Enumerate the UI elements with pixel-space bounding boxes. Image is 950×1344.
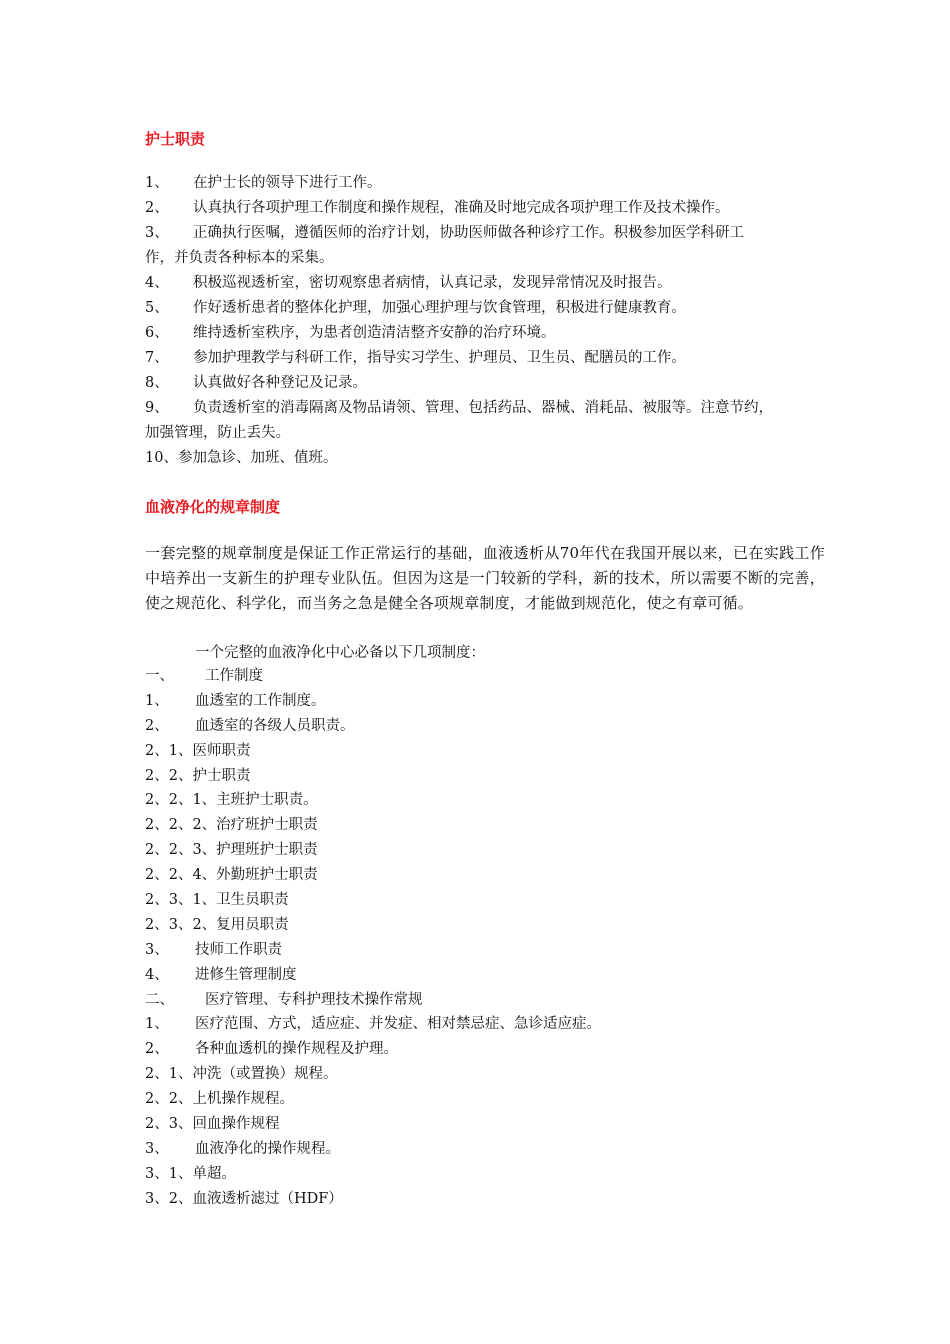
outline-text: 技师工作职责 xyxy=(195,941,282,958)
outline-text: 医疗范围、方式，适应症、并发症、相对禁忌症、急诊适应症。 xyxy=(195,1016,601,1033)
section-title-nurse-duties: 护士职责 xyxy=(145,130,206,148)
outline-text: 血透室的工作制度。 xyxy=(195,692,326,709)
item-number: 6、 xyxy=(145,325,169,341)
item-text: 积极巡视透析室，密切观察患者病情，认真记录，发现异常情况及时报告。 xyxy=(193,275,672,291)
outline-number: 3、 xyxy=(145,1140,169,1157)
list-item xyxy=(145,371,825,396)
item-number: 5、 xyxy=(145,300,169,316)
outline-text: 2、3、1、卫生员职责 xyxy=(145,892,289,909)
list-item xyxy=(145,196,825,221)
list-item xyxy=(145,346,825,371)
outline-text: 2、3、2、复用员职责 xyxy=(145,916,289,933)
item-text: 负责透析室的消毒隔离及物品请领、管理、包括药品、器械、消耗品、被服等。注意节约， xyxy=(193,400,773,416)
outline-item xyxy=(145,739,825,764)
item-text: 正确执行医嘱，遵循医师的治疗计划，协助医师做各种诊疗工作。积极参加医学科研工 xyxy=(193,225,744,241)
item-text: 在护士长的领导下进行工作。 xyxy=(193,175,382,191)
item-continuation: 加强管理，防止丢失。 xyxy=(145,425,290,441)
outline-item xyxy=(145,1162,825,1187)
item-continuation: 作，并负责各种标本的采集。 xyxy=(145,250,334,266)
item-number: 8、 xyxy=(145,375,169,391)
item-text: 作好透析患者的整体化护理，加强心理护理与饮食管理，积极进行健康教育。 xyxy=(193,300,686,316)
outline-text: 医疗管理、专科护理技术操作常规 xyxy=(205,991,423,1008)
outline-item xyxy=(145,988,825,1013)
item-number: 1、 xyxy=(145,175,169,191)
outline-item xyxy=(145,714,825,739)
outline-text: 3、1、单超。 xyxy=(145,1165,236,1182)
outline-text: 各种血透机的操作规程及护理。 xyxy=(195,1041,398,1058)
item-text: 10、参加急诊、加班、值班。 xyxy=(145,450,338,466)
outline-item xyxy=(145,1087,825,1112)
outline-text: 2、1、医师职责 xyxy=(145,742,251,759)
list-item xyxy=(145,171,825,196)
item-number: 4、 xyxy=(145,275,169,291)
outline-number: 1、 xyxy=(145,1016,169,1033)
outline-item xyxy=(145,1012,825,1037)
outline-number: 二、 xyxy=(145,991,174,1008)
outline-number: 一、 xyxy=(145,668,174,684)
outline-text: 进修生管理制度 xyxy=(195,966,297,983)
item-text: 认真执行各项护理工作制度和操作规程，准确及时地完成各项护理工作及技术操作。 xyxy=(193,200,730,216)
outline-text: 2、2、3、护理班护士职责 xyxy=(145,842,318,859)
intro-paragraph: 一套完整的规章制度是保证工作正常运行的基础，血液透析从70年代在我国开展以来，已在实践工作中培养出一支新生的护理专业队伍。但因为这是一门较新的学科，新的技术，所以需要不断的完善，使之规范化、科学化，而当务之急是健全各项规章制度，才能做到规范化，使之有章可循。 xyxy=(145,544,825,612)
item-text: 维持透析室秩序，为患者创造清洁整齐安静的治疗环境。 xyxy=(193,325,556,341)
section-title-regulations: 血液净化的规章制度 xyxy=(145,498,281,516)
outline-text: 2、3、回血操作规程 xyxy=(145,1116,280,1133)
outline-item xyxy=(145,1037,825,1062)
outline-text: 血透室的各级人员职责。 xyxy=(195,717,355,734)
outline-item xyxy=(145,863,825,888)
regulations-outline xyxy=(145,664,825,1212)
outline-item xyxy=(145,689,825,714)
list-item xyxy=(145,221,825,246)
item-number: 7、 xyxy=(145,350,169,366)
outline-number: 1、 xyxy=(145,692,169,709)
list-item xyxy=(145,446,825,471)
list-item xyxy=(145,271,825,296)
outline-item xyxy=(145,788,825,813)
outline-item xyxy=(145,963,825,988)
outline-text: 2、2、上机操作规程。 xyxy=(145,1091,294,1108)
item-number: 2、 xyxy=(145,200,169,216)
outline-text: 血液净化的操作规程。 xyxy=(195,1140,340,1157)
outline-text: 2、2、4、外勤班护士职责 xyxy=(145,867,318,884)
outline-number: 3、 xyxy=(145,941,169,958)
outline-number: 2、 xyxy=(145,1041,169,1058)
outline-text: 工作制度 xyxy=(205,668,263,684)
outline-item xyxy=(145,764,825,789)
list-item xyxy=(145,321,825,346)
outline-item xyxy=(145,1112,825,1137)
outline-item xyxy=(145,913,825,938)
lead-sentence: 一个完整的血液净化中心必备以下几项制度： xyxy=(195,645,485,661)
outline-text: 2、2、2、治疗班护士职责 xyxy=(145,817,318,834)
item-text: 认真做好各种登记及记录。 xyxy=(193,375,367,391)
outline-text: 2、1、冲洗（或置换）规程。 xyxy=(145,1066,338,1083)
list-item xyxy=(145,396,825,421)
outline-number: 2、 xyxy=(145,717,169,734)
outline-item xyxy=(145,664,825,689)
outline-text: 3、2、血液透析滤过（HDF） xyxy=(145,1190,343,1207)
outline-item xyxy=(145,813,825,838)
item-text: 参加护理教学与科研工作，指导实习学生、护理员、卫生员、配膳员的工作。 xyxy=(193,350,686,366)
item-number: 3、 xyxy=(145,225,169,241)
outline-item xyxy=(145,938,825,963)
outline-item xyxy=(145,1062,825,1087)
nurse-duties-list xyxy=(145,171,825,471)
outline-item xyxy=(145,838,825,863)
item-number: 9、 xyxy=(145,400,169,416)
outline-text: 2、2、护士职责 xyxy=(145,767,251,784)
outline-item xyxy=(145,888,825,913)
outline-number: 4、 xyxy=(145,966,169,983)
outline-item xyxy=(145,1187,825,1212)
outline-text: 2、2、1、主班护士职责。 xyxy=(145,792,318,809)
list-item xyxy=(145,296,825,321)
outline-item xyxy=(145,1137,825,1162)
